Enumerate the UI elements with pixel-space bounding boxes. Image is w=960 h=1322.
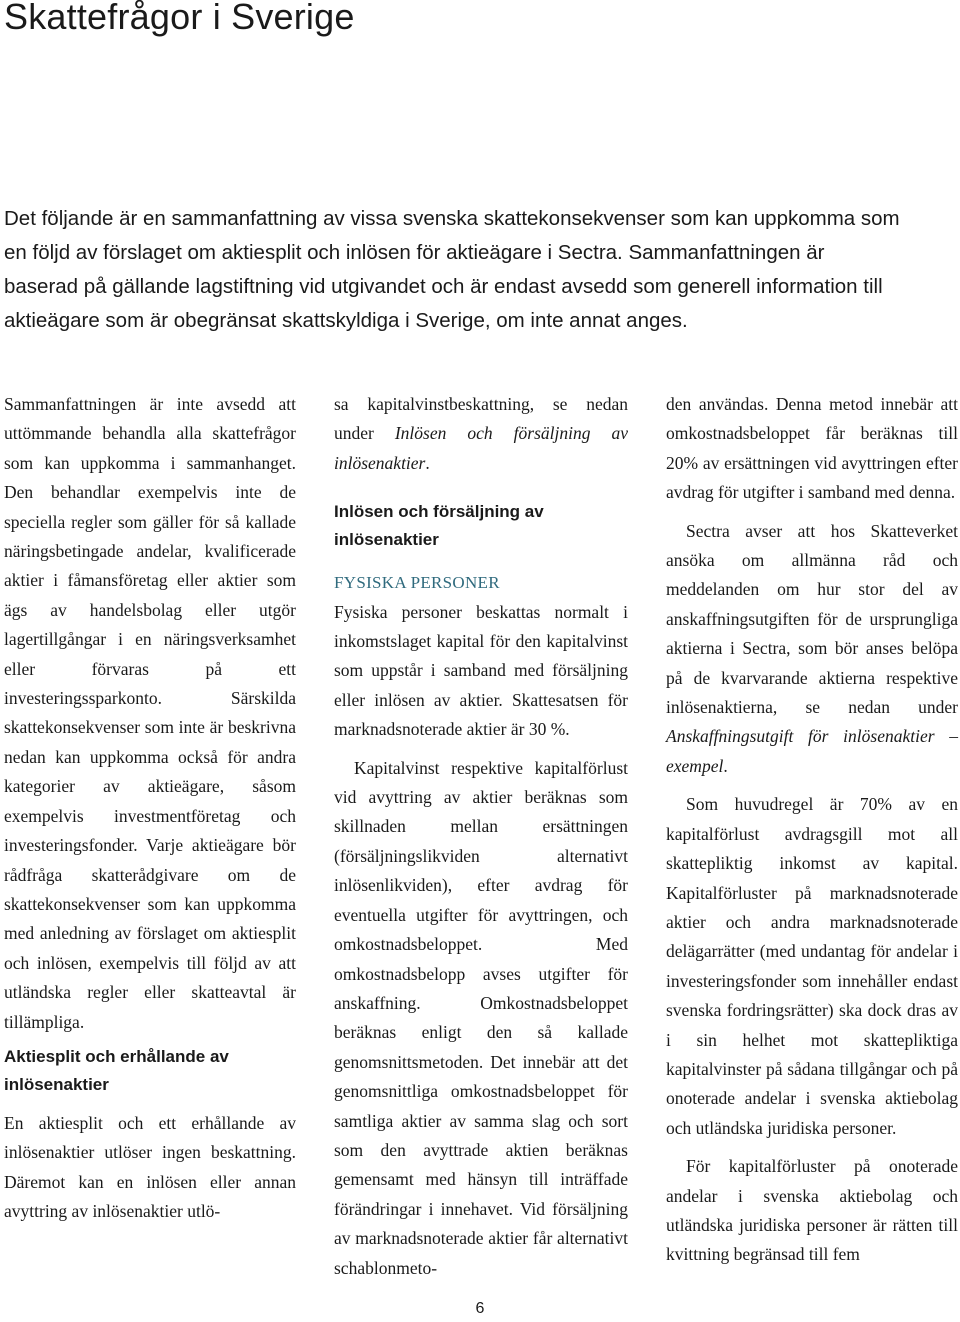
col1-heading-aktiesplit: Aktiesplit och erhållande av inlösenaktier [4, 1046, 229, 1094]
col3-paragraph-3: Som huvudregel är 70% av en kapitalförlust avdragsgill mot all skattepliktig inkomst av kapital. Kapitalförluster på marknadsnoterade aktier och andra marknadsnoterade delägarrätter (med undantag för andelar i investeringsfonder som innehåller endast svenska fordringsrätter) ska dock dras av i sin helhet mot skattepliktiga kapitalvinster på sådana tillgångar och på onoterade andelar i svenska aktiebolag och utländska juridiska personer. [666, 794, 958, 1138]
col1-paragraph-2: En aktiesplit och ett erhållande av inlösenaktier utlöser ingen beskattning. Däremot kan en inlösen eller annan avyttring av inlösenaktier utlö- [4, 1112, 296, 1222]
col3-paragraph-4: För kapitalförluster på onoterade andelar i svenska aktiebolag och utländska juridiska personer är rätten till kvittning begränsad till fem [666, 1156, 958, 1265]
column-3 [666, 390, 958, 1270]
col3-p2-reference: Anskaffningsutgift för inlösenaktier – exempel [666, 726, 958, 776]
column-2 [334, 390, 628, 1283]
col1-paragraph-1: Sammanfattningen är inte avsedd att uttömmande behandla alla skattefrågor som kan uppkomma i sammanhanget. Den behandlar exempelvis inte de speciella regler som gäller för så kallade näringsbetingade andelar, kvalificerade aktier i fåmansföretag eller aktier som ägs av handelsbolag eller utgör lagertillgångar i en näringsverksamhet eller förvaras på ett investeringssparkonto. Särskilda skattekonsekvenser som inte är beskrivna nedan kan uppkomma också för andra kategorier av aktieägare, såsom exempelvis investmentföretag och investeringsfonder. Varje aktieägare bör rådfråga skatterådgivare om de skattekonsekvenser som kan uppkomma med anledning av förslaget om aktiesplit och inlösen, exempelvis till följd av att utländska regler eller skatteavtal är tillämpliga. [4, 394, 296, 1032]
col2-p1-end: . [425, 452, 430, 473]
col3-p2-end: . [723, 755, 728, 776]
col2-paragraph-3: Kapitalvinst respektive kapitalförlust vid avyttring av aktier beräknas som skillnaden mellan ersättningen (försäljningslikviden alternativt inlösenlikviden), efter avdrag för eventuella utgifter för avyttringen, och omkostnadsbeloppet. Med omkostnadsbelopp avses utgifter för anskaffning. Omkostnadsbeloppet beräknas enligt den så kallade genomsnittsmetoden. Det innebär att det genomsnittliga omkostnadsbeloppet för samtliga aktier av samma slag och sort som den avyttrade aktien beräknas gemensamt med hänsyn till inträffade förändringar i innehavet. Vid försäljning av marknadsnoterade aktier får alternativt schablonmeto- [334, 757, 628, 1278]
page-title: Skattefrågor i Sverige [4, 0, 355, 37]
col3-p2-text: Sectra avser att hos Skatteverket ansöka om allmänna råd och meddelanden om hur stor del av anskaffningsutgiften för de ursprungliga aktierna i Sectra, som bör anses belöpa på de kvarvarande aktierna respektive inlösenaktierna, se nedan under [666, 520, 958, 718]
col2-subheading-fysiska-personer: FYSISKA PERSONER [334, 573, 500, 593]
col2-paragraph-1 [334, 390, 628, 478]
intro-paragraph: Det följande är en sammanfattning av vissa svenska skattekonsekvenser som kan uppkomma som en följd av förslaget om aktiesplit och inlösen för aktieägare i Sectra. Sammanfattningen är baserad på gällande lagstiftning vid utgivandet och är endast avsedd som generell information till aktieägare som är obegränsat skattskyldiga i Sverige, om inte annat anges. [4, 207, 900, 332]
col3-paragraph-1: den användas. Denna metod innebär att omkostnadsbeloppet får beräknas till 20% av ersättningen vid avyttringen efter avdrag för utgifter i samband med denna. [666, 394, 958, 503]
col2-paragraph-2: Fysiska personer beskattas normalt i inkomstslaget kapital för den kapitalvinst som uppstår i samband med försäljning eller inlösen av aktier. Skattesatsen för marknadsnoterade aktier är 30 %. [334, 601, 628, 740]
page-number: 6 [475, 1300, 485, 1317]
col2-heading-inlosen: Inlösen och försäljning av inlösenaktier [334, 502, 544, 550]
col2-p1-reference: Inlösen och försäljning av inlösenaktier [334, 423, 628, 473]
col3-paragraph-2 [666, 517, 958, 782]
column-1 [4, 390, 296, 1227]
col2-p1-text: sa kapitalvinstbeskattning, se nedan under [334, 394, 628, 444]
